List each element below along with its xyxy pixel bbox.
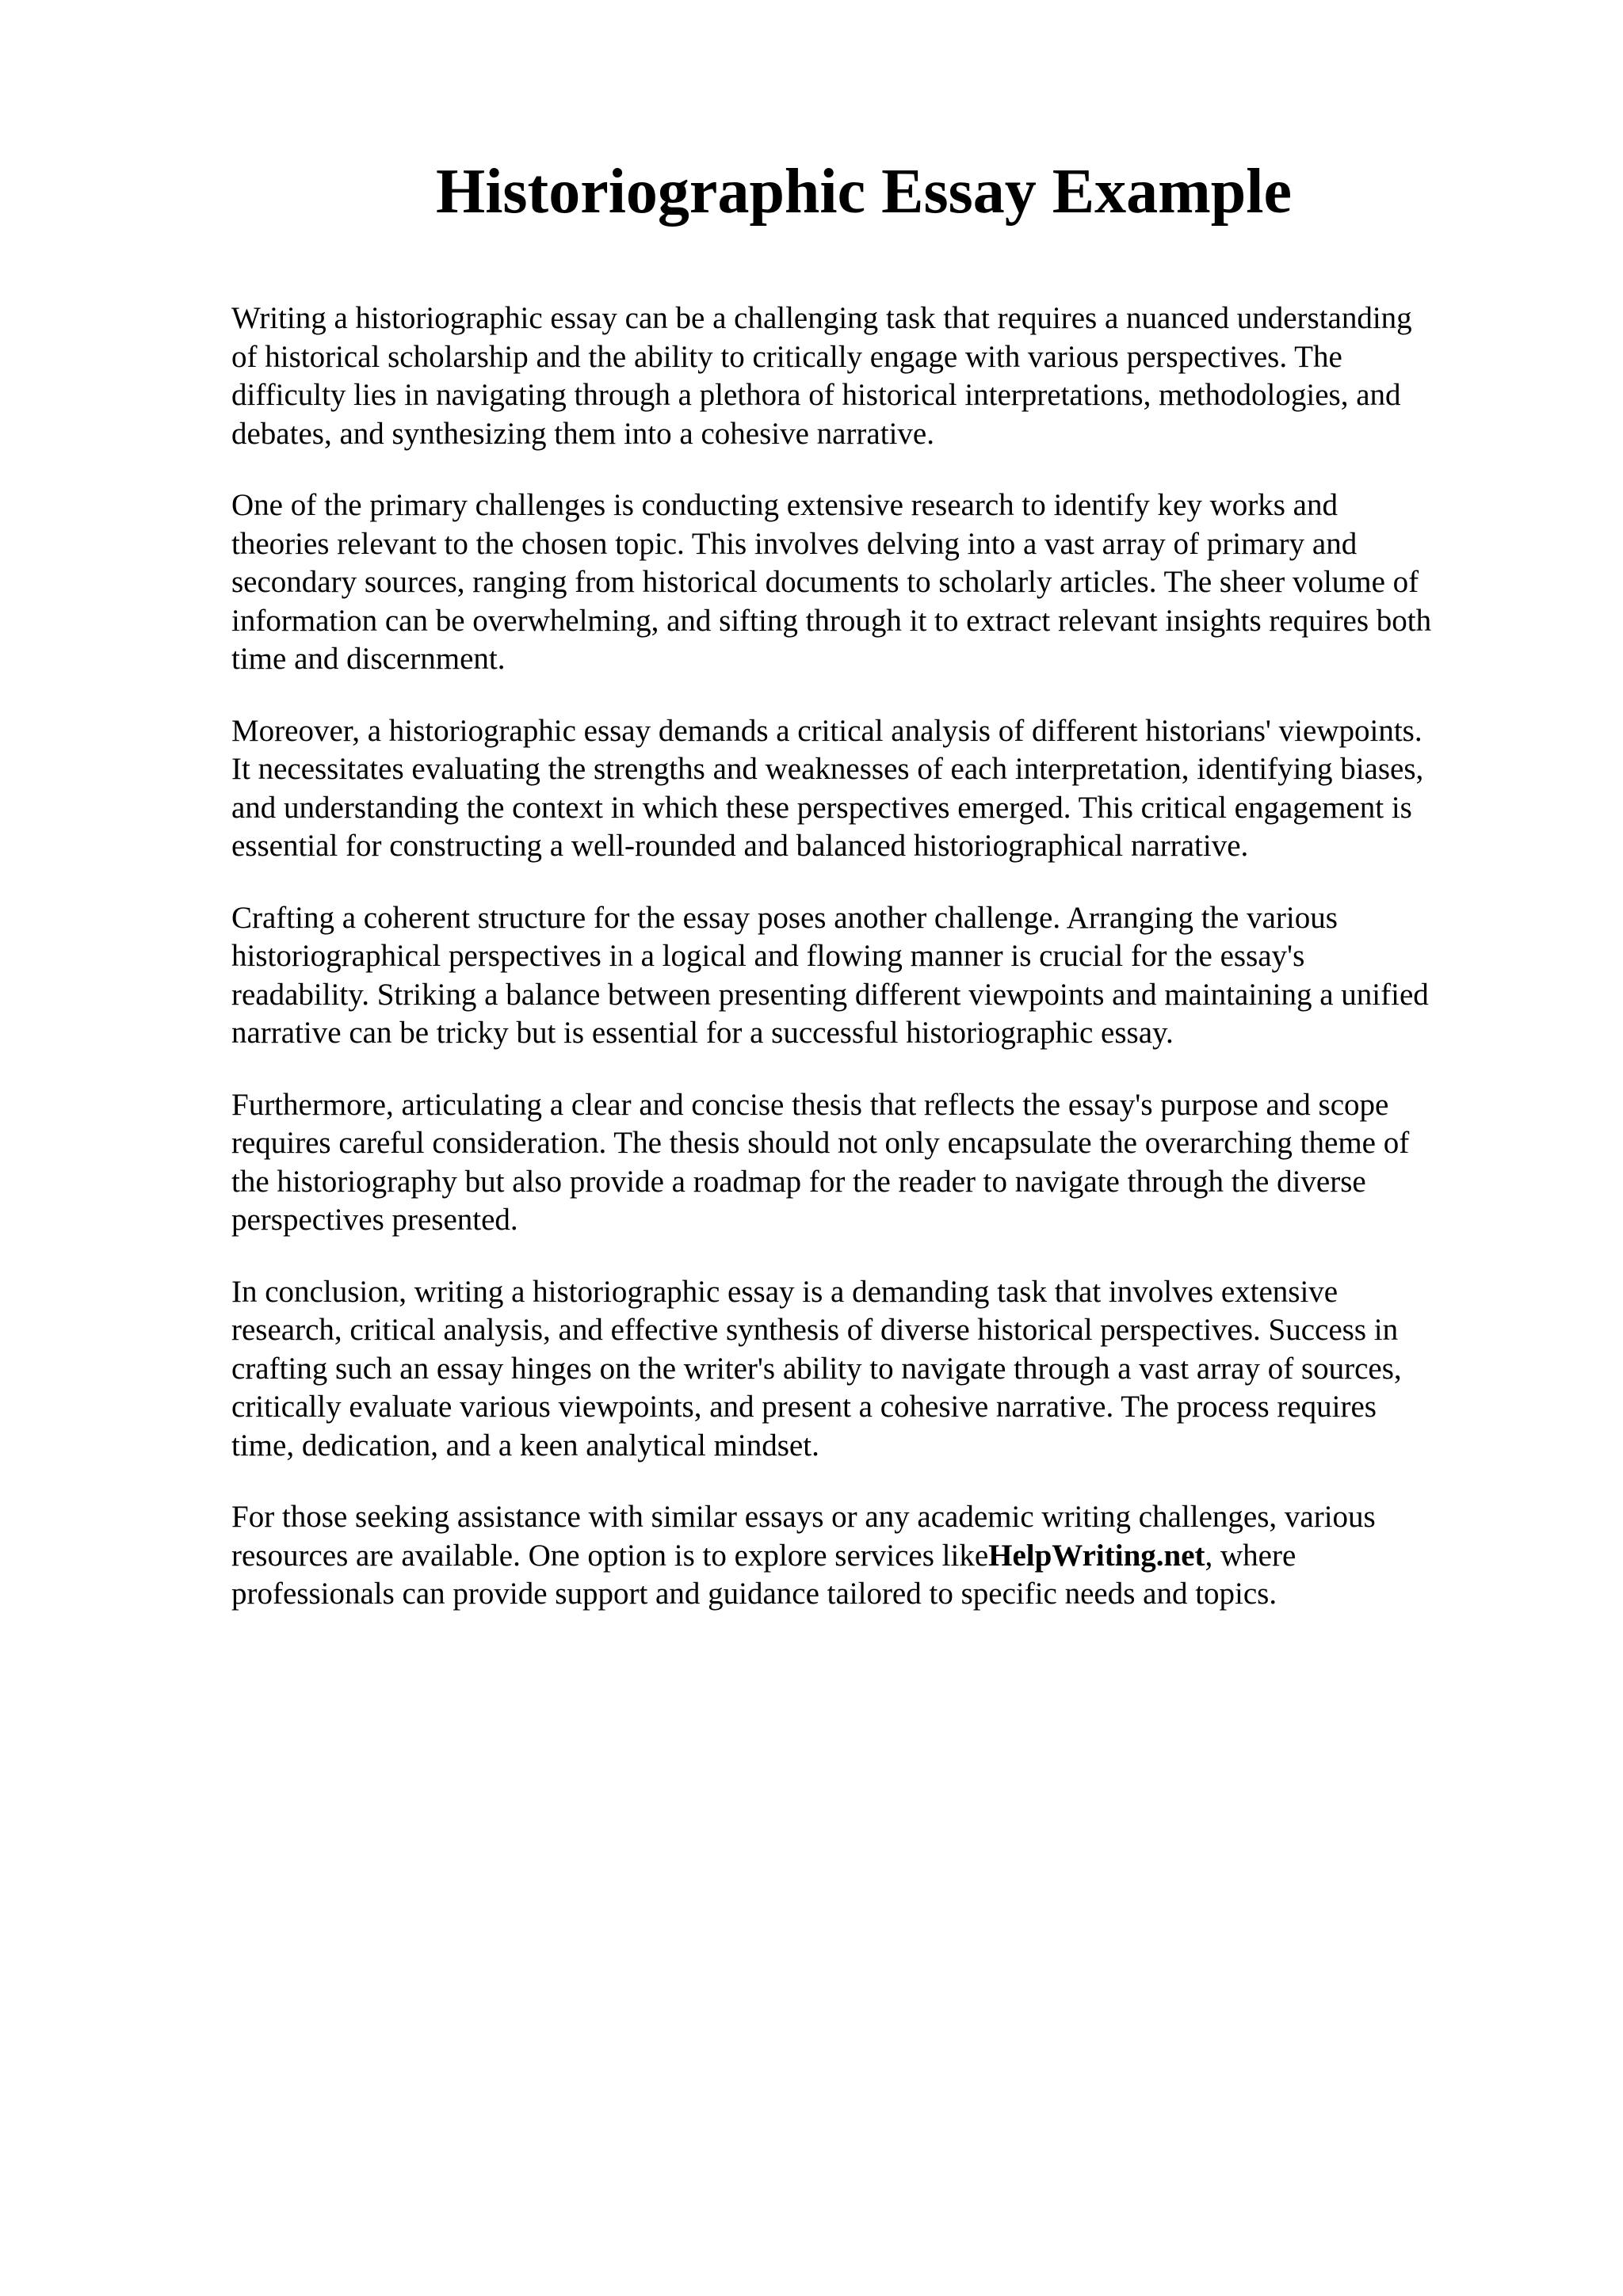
text-line: Moreover, a historiographic essay demands a critical analysis of different historians' viewpoints. [231, 713, 1423, 748]
text-line: perspectives presented. [231, 1203, 518, 1237]
text-line: requires careful consideration. The thesis should not only encapsulate the overarching theme of [231, 1126, 1410, 1160]
text-line: Writing a historiographic essay can be a challenging task that requires a nuanced understanding [231, 301, 1412, 335]
text-line: critically evaluate various viewpoints, and present a cohesive narrative. The process requires [231, 1390, 1377, 1424]
text-line: research, critical analysis, and effective synthesis of diverse historical perspectives. Success in [231, 1313, 1399, 1347]
text-line: historiographical perspectives in a logical and flowing manner is crucial for the essay's [231, 939, 1305, 973]
text-line: For those seeking assistance with similar essays or any academic writing challenges, various [231, 1500, 1376, 1534]
text-line: essential for constructing a well-rounded and balanced historiographical narrative. [231, 829, 1249, 863]
paragraph-2 [231, 486, 1515, 679]
text-line: information can be overwhelming, and sifting through it to extract relevant insights requires both [231, 603, 1432, 638]
text-line: crafting such an essay hinges on the writer's ability to navigate through a vast array of sources, [231, 1351, 1402, 1386]
paragraph-5 [231, 1086, 1515, 1240]
text-line: In conclusion, writing a historiographic essay is a demanding task that involves extensive [231, 1274, 1338, 1309]
text-fragment: , where [1205, 1538, 1296, 1573]
text-line: Furthermore, articulating a clear and concise thesis that reflects the essay's purpose and scope [231, 1087, 1389, 1122]
page-title: Historiographic Essay Example [435, 157, 1293, 227]
text-line: of historical scholarship and the ability to critically engage with various perspectives. The [231, 339, 1342, 374]
text-line: theories relevant to the chosen topic. This involves delving into a vast array of primary and [231, 526, 1358, 561]
text-line [231, 1537, 1515, 1576]
text-line: professionals can provide support and guidance tailored to specific needs and topics. [231, 1577, 1277, 1611]
paragraph-6 [231, 1273, 1515, 1466]
text-line: readability. Striking a balance between presenting different viewpoints and maintaining a unified [231, 977, 1429, 1012]
text-line: narrative can be tricky but is essential for a successful historiographic essay. [231, 1016, 1174, 1050]
text-line: Crafting a coherent structure for the essay poses another challenge. Arranging the various [231, 900, 1338, 935]
paragraph-closing [231, 1498, 1515, 1614]
text-line: One of the primary challenges is conducting extensive research to identify key works and [231, 488, 1338, 522]
essay-body [231, 299, 1515, 1647]
text-line: time, dedication, and a keen analytical mindset. [231, 1428, 819, 1463]
text-line: debates, and synthesizing them into a cohesive narrative. [231, 416, 934, 451]
brand-name-helpwriting: HelpWriting.net [988, 1538, 1205, 1573]
text-fragment: resources are available. One option is to explore services like [231, 1538, 989, 1573]
paragraph-3 [231, 712, 1515, 866]
text-line: It necessitates evaluating the strengths and weaknesses of each interpretation, identifying biases, [231, 752, 1424, 786]
text-line: secondary sources, ranging from historical documents to scholarly articles. The sheer volume of [231, 565, 1419, 599]
text-line: and understanding the context in which these perspectives emerged. This critical engagement is [231, 790, 1412, 825]
text-line: time and discernment. [231, 642, 506, 676]
paragraph-4 [231, 899, 1515, 1053]
text-line: difficulty lies in navigating through a plethora of historical interpretations, methodologies, and [231, 378, 1401, 412]
paragraph-1 [231, 299, 1515, 453]
text-line: the historiography but also provide a roadmap for the reader to navigate through the diverse [231, 1164, 1366, 1199]
